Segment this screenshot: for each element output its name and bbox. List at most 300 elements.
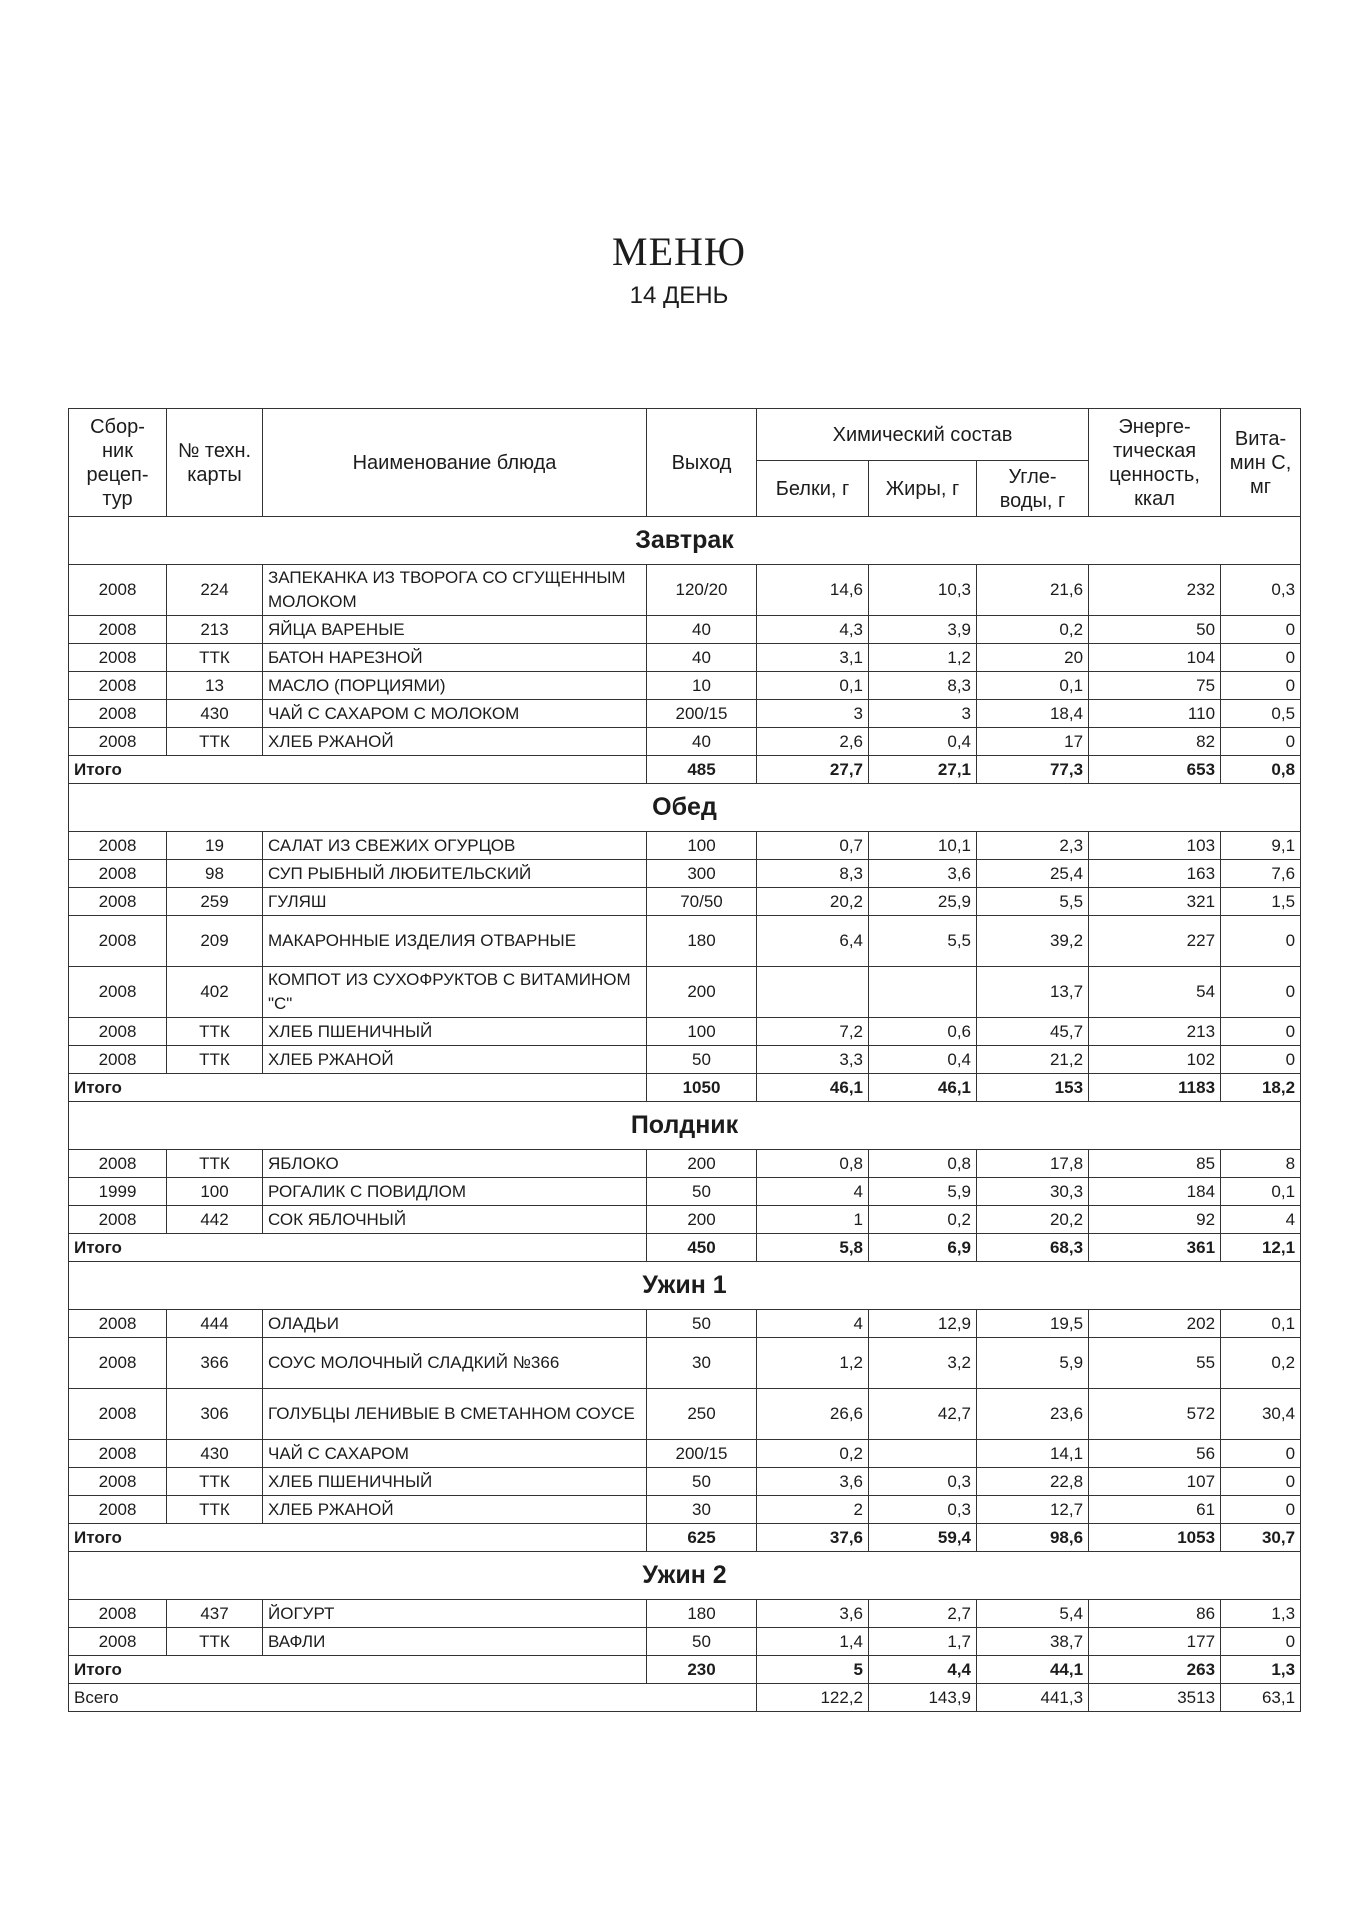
energy-cell: 103 (1089, 832, 1221, 860)
total-carbs: 44,1 (977, 1656, 1089, 1684)
yield-cell: 50 (647, 1310, 757, 1338)
collection-cell: 2008 (69, 672, 167, 700)
total-fat: 27,1 (869, 756, 977, 784)
protein-cell: 4 (757, 1178, 869, 1206)
yield-cell: 100 (647, 832, 757, 860)
protein-cell: 8,3 (757, 860, 869, 888)
grand-total-carbs: 441,3 (977, 1684, 1089, 1712)
total-energy: 653 (1089, 756, 1221, 784)
dish-name-cell: ЯЙЦА ВАРЕНЫЕ (263, 616, 647, 644)
carbs-cell: 20 (977, 644, 1089, 672)
vitc-cell: 30,4 (1221, 1389, 1301, 1440)
total-energy: 1053 (1089, 1524, 1221, 1552)
fat-cell: 3 (869, 700, 977, 728)
yield-cell: 250 (647, 1389, 757, 1440)
collection-cell: 2008 (69, 1600, 167, 1628)
vitc-cell: 0 (1221, 1046, 1301, 1074)
total-vitc: 0,8 (1221, 756, 1301, 784)
dish-name-cell: ВАФЛИ (263, 1628, 647, 1656)
fat-cell: 1,7 (869, 1628, 977, 1656)
grand-total-energy: 3513 (1089, 1684, 1221, 1712)
collection-cell: 2008 (69, 1018, 167, 1046)
carbs-cell: 0,2 (977, 616, 1089, 644)
col-energy-header: Энерге- тическая ценность, ккал (1089, 409, 1221, 517)
card-cell: ТТК (167, 644, 263, 672)
total-fat: 6,9 (869, 1234, 977, 1262)
carbs-cell: 5,9 (977, 1338, 1089, 1389)
carbs-cell: 20,2 (977, 1206, 1089, 1234)
card-cell: ТТК (167, 1018, 263, 1046)
menu-table (68, 408, 1301, 1712)
yield-cell: 10 (647, 672, 757, 700)
protein-cell: 7,2 (757, 1018, 869, 1046)
dish-name-cell: МАКАРОННЫЕ ИЗДЕЛИЯ ОТВАРНЫЕ (263, 916, 647, 967)
carbs-cell: 22,8 (977, 1468, 1089, 1496)
collection-cell: 2008 (69, 916, 167, 967)
collection-cell: 2008 (69, 832, 167, 860)
protein-cell: 14,6 (757, 565, 869, 616)
total-label: Итого (69, 1234, 647, 1262)
table-row (69, 728, 1301, 756)
yield-cell: 40 (647, 644, 757, 672)
dish-name-cell: РОГАЛИК С ПОВИДЛОМ (263, 1178, 647, 1206)
total-yield: 450 (647, 1234, 757, 1262)
col-vitc-header: Вита- мин С, мг (1221, 409, 1301, 517)
grand-total-row (69, 1684, 1301, 1712)
yield-cell: 50 (647, 1178, 757, 1206)
energy-cell: 54 (1089, 967, 1221, 1018)
dish-name-cell: ХЛЕБ ПШЕНИЧНЫЙ (263, 1018, 647, 1046)
dish-name-cell: СОУС МОЛОЧНЫЙ СЛАДКИЙ №366 (263, 1338, 647, 1389)
card-cell: 98 (167, 860, 263, 888)
fat-cell: 2,7 (869, 1600, 977, 1628)
grand-total-fat: 143,9 (869, 1684, 977, 1712)
card-cell: 224 (167, 565, 263, 616)
energy-cell: 227 (1089, 916, 1221, 967)
energy-cell: 86 (1089, 1600, 1221, 1628)
table-row (69, 616, 1301, 644)
menu-body (69, 517, 1301, 1712)
dish-name-cell: ГУЛЯШ (263, 888, 647, 916)
dish-name-cell: ХЛЕБ РЖАНОЙ (263, 1496, 647, 1524)
collection-cell: 2008 (69, 1150, 167, 1178)
energy-cell: 75 (1089, 672, 1221, 700)
collection-cell: 2008 (69, 967, 167, 1018)
energy-cell: 82 (1089, 728, 1221, 756)
vitc-cell: 0 (1221, 644, 1301, 672)
collection-cell: 2008 (69, 728, 167, 756)
yield-cell: 50 (647, 1468, 757, 1496)
dish-name-cell: ЯБЛОКО (263, 1150, 647, 1178)
card-cell: 366 (167, 1338, 263, 1389)
energy-cell: 177 (1089, 1628, 1221, 1656)
section-total-row (69, 1074, 1301, 1102)
yield-cell: 200 (647, 967, 757, 1018)
protein-cell: 26,6 (757, 1389, 869, 1440)
dish-name-cell: ХЛЕБ ПШЕНИЧНЫЙ (263, 1468, 647, 1496)
card-cell: 259 (167, 888, 263, 916)
section-title: Ужин 2 (69, 1552, 1301, 1600)
dish-name-cell: СОК ЯБЛОЧНЫЙ (263, 1206, 647, 1234)
fat-cell: 8,3 (869, 672, 977, 700)
col-carbs-header: Угле- воды, г (977, 461, 1089, 517)
vitc-cell: 9,1 (1221, 832, 1301, 860)
table-row (69, 1150, 1301, 1178)
carbs-cell: 30,3 (977, 1178, 1089, 1206)
total-label: Итого (69, 1524, 647, 1552)
protein-cell: 20,2 (757, 888, 869, 916)
energy-cell: 163 (1089, 860, 1221, 888)
dish-name-cell: БАТОН НАРЕЗНОЙ (263, 644, 647, 672)
card-cell: 213 (167, 616, 263, 644)
vitc-cell: 1,3 (1221, 1600, 1301, 1628)
card-cell: 444 (167, 1310, 263, 1338)
section-total-row (69, 1656, 1301, 1684)
energy-cell: 56 (1089, 1440, 1221, 1468)
table-row (69, 565, 1301, 616)
total-carbs: 98,6 (977, 1524, 1089, 1552)
yield-cell: 200 (647, 1150, 757, 1178)
dish-name-cell: САЛАТ ИЗ СВЕЖИХ ОГУРЦОВ (263, 832, 647, 860)
table-row (69, 860, 1301, 888)
table-row (69, 1046, 1301, 1074)
section-header-row (69, 1102, 1301, 1150)
protein-cell: 1 (757, 1206, 869, 1234)
fat-cell: 0,3 (869, 1468, 977, 1496)
fat-cell: 0,6 (869, 1018, 977, 1046)
section-title: Обед (69, 784, 1301, 832)
fat-cell (869, 967, 977, 1018)
section-total-row (69, 1524, 1301, 1552)
vitc-cell: 1,5 (1221, 888, 1301, 916)
yield-cell: 120/20 (647, 565, 757, 616)
fat-cell: 10,3 (869, 565, 977, 616)
carbs-cell: 25,4 (977, 860, 1089, 888)
protein-cell: 3,1 (757, 644, 869, 672)
carbs-cell: 17,8 (977, 1150, 1089, 1178)
collection-cell: 2008 (69, 1440, 167, 1468)
energy-cell: 55 (1089, 1338, 1221, 1389)
protein-cell: 1,4 (757, 1628, 869, 1656)
total-vitc: 1,3 (1221, 1656, 1301, 1684)
total-fat: 46,1 (869, 1074, 977, 1102)
carbs-cell: 23,6 (977, 1389, 1089, 1440)
protein-cell: 0,2 (757, 1440, 869, 1468)
protein-cell: 3,6 (757, 1468, 869, 1496)
table-row (69, 1600, 1301, 1628)
fat-cell: 0,4 (869, 1046, 977, 1074)
protein-cell: 0,1 (757, 672, 869, 700)
vitc-cell: 0 (1221, 1018, 1301, 1046)
energy-cell: 213 (1089, 1018, 1221, 1046)
protein-cell: 3 (757, 700, 869, 728)
vitc-cell: 4 (1221, 1206, 1301, 1234)
carbs-cell: 18,4 (977, 700, 1089, 728)
table-row (69, 1338, 1301, 1389)
card-cell: 13 (167, 672, 263, 700)
dish-name-cell: ЧАЙ С САХАРОМ С МОЛОКОМ (263, 700, 647, 728)
section-header-row (69, 784, 1301, 832)
energy-cell: 107 (1089, 1468, 1221, 1496)
vitc-cell: 0,2 (1221, 1338, 1301, 1389)
total-label: Итого (69, 756, 647, 784)
grand-total-vitc: 63,1 (1221, 1684, 1301, 1712)
carbs-cell: 14,1 (977, 1440, 1089, 1468)
vitc-cell: 7,6 (1221, 860, 1301, 888)
total-protein: 5,8 (757, 1234, 869, 1262)
dish-name-cell: ОЛАДЬИ (263, 1310, 647, 1338)
total-yield: 625 (647, 1524, 757, 1552)
energy-cell: 102 (1089, 1046, 1221, 1074)
yield-cell: 50 (647, 1046, 757, 1074)
yield-cell: 30 (647, 1496, 757, 1524)
carbs-cell: 39,2 (977, 916, 1089, 967)
protein-cell: 1,2 (757, 1338, 869, 1389)
collection-cell: 2008 (69, 860, 167, 888)
section-title: Завтрак (69, 517, 1301, 565)
collection-cell: 2008 (69, 1628, 167, 1656)
collection-cell: 2008 (69, 1046, 167, 1074)
yield-cell: 100 (647, 1018, 757, 1046)
yield-cell: 200/15 (647, 1440, 757, 1468)
yield-cell: 30 (647, 1338, 757, 1389)
col-fat-header: Жиры, г (869, 461, 977, 517)
energy-cell: 572 (1089, 1389, 1221, 1440)
fat-cell: 25,9 (869, 888, 977, 916)
card-cell: 430 (167, 700, 263, 728)
dish-name-cell: СУП РЫБНЫЙ ЛЮБИТЕЛЬСКИЙ (263, 860, 647, 888)
dish-name-cell: ХЛЕБ РЖАНОЙ (263, 1046, 647, 1074)
col-collection-header: Сбор- ник рецеп- тур (69, 409, 167, 517)
energy-cell: 104 (1089, 644, 1221, 672)
energy-cell: 232 (1089, 565, 1221, 616)
table-row (69, 832, 1301, 860)
carbs-cell: 45,7 (977, 1018, 1089, 1046)
fat-cell: 10,1 (869, 832, 977, 860)
vitc-cell: 0,5 (1221, 700, 1301, 728)
protein-cell: 4,3 (757, 616, 869, 644)
vitc-cell: 0 (1221, 1468, 1301, 1496)
collection-cell: 2008 (69, 1389, 167, 1440)
total-protein: 5 (757, 1656, 869, 1684)
vitc-cell: 0 (1221, 616, 1301, 644)
vitc-cell: 8 (1221, 1150, 1301, 1178)
protein-cell: 3,3 (757, 1046, 869, 1074)
total-label: Итого (69, 1074, 647, 1102)
total-protein: 46,1 (757, 1074, 869, 1102)
table-row (69, 916, 1301, 967)
energy-cell: 110 (1089, 700, 1221, 728)
total-fat: 59,4 (869, 1524, 977, 1552)
table-row (69, 1440, 1301, 1468)
yield-cell: 50 (647, 1628, 757, 1656)
table-row (69, 1018, 1301, 1046)
energy-cell: 202 (1089, 1310, 1221, 1338)
dish-name-cell: ЧАЙ С САХАРОМ (263, 1440, 647, 1468)
dish-name-cell: КОМПОТ ИЗ СУХОФРУКТОВ С ВИТАМИНОМ "С" (263, 967, 647, 1018)
table-row (69, 644, 1301, 672)
table-row (69, 1496, 1301, 1524)
dish-name-cell: ХЛЕБ РЖАНОЙ (263, 728, 647, 756)
col-card-header: № техн. карты (167, 409, 263, 517)
yield-cell: 180 (647, 916, 757, 967)
energy-cell: 50 (1089, 616, 1221, 644)
vitc-cell: 0 (1221, 916, 1301, 967)
vitc-cell: 0 (1221, 672, 1301, 700)
table-row (69, 1389, 1301, 1440)
card-cell: 209 (167, 916, 263, 967)
total-yield: 1050 (647, 1074, 757, 1102)
section-title: Ужин 1 (69, 1262, 1301, 1310)
fat-cell (869, 1440, 977, 1468)
vitc-cell: 0 (1221, 1496, 1301, 1524)
section-header-row (69, 1552, 1301, 1600)
card-cell: ТТК (167, 1150, 263, 1178)
yield-cell: 300 (647, 860, 757, 888)
table-row (69, 1310, 1301, 1338)
card-cell: 100 (167, 1178, 263, 1206)
carbs-cell: 5,4 (977, 1600, 1089, 1628)
fat-cell: 5,9 (869, 1178, 977, 1206)
fat-cell: 3,2 (869, 1338, 977, 1389)
carbs-cell: 13,7 (977, 967, 1089, 1018)
page-subtitle: 14 ДЕНЬ (629, 282, 729, 309)
energy-cell: 61 (1089, 1496, 1221, 1524)
card-cell: 402 (167, 967, 263, 1018)
yield-cell: 70/50 (647, 888, 757, 916)
dish-name-cell: ГОЛУБЦЫ ЛЕНИВЫЕ В СМЕТАННОМ СОУСЕ (263, 1389, 647, 1440)
col-name-header: Наименование блюда (263, 409, 647, 517)
fat-cell: 3,6 (869, 860, 977, 888)
total-protein: 27,7 (757, 756, 869, 784)
total-yield: 485 (647, 756, 757, 784)
fat-cell: 0,2 (869, 1206, 977, 1234)
carbs-cell: 38,7 (977, 1628, 1089, 1656)
card-cell: 437 (167, 1600, 263, 1628)
collection-cell: 2008 (69, 888, 167, 916)
table-row (69, 1628, 1301, 1656)
fat-cell: 12,9 (869, 1310, 977, 1338)
total-vitc: 30,7 (1221, 1524, 1301, 1552)
total-energy: 361 (1089, 1234, 1221, 1262)
section-header-row (69, 517, 1301, 565)
card-cell: 442 (167, 1206, 263, 1234)
protein-cell: 0,8 (757, 1150, 869, 1178)
collection-cell: 2008 (69, 1496, 167, 1524)
protein-cell (757, 967, 869, 1018)
total-carbs: 68,3 (977, 1234, 1089, 1262)
protein-cell: 4 (757, 1310, 869, 1338)
vitc-cell: 0 (1221, 967, 1301, 1018)
energy-cell: 184 (1089, 1178, 1221, 1206)
table-row (69, 888, 1301, 916)
vitc-cell: 0 (1221, 1628, 1301, 1656)
fat-cell: 0,4 (869, 728, 977, 756)
fat-cell: 3,9 (869, 616, 977, 644)
section-title: Полдник (69, 1102, 1301, 1150)
card-cell: ТТК (167, 1628, 263, 1656)
total-fat: 4,4 (869, 1656, 977, 1684)
section-total-row (69, 756, 1301, 784)
table-row (69, 672, 1301, 700)
collection-cell: 2008 (69, 1338, 167, 1389)
table-row (69, 967, 1301, 1018)
vitc-cell: 0,1 (1221, 1178, 1301, 1206)
vitc-cell: 0 (1221, 728, 1301, 756)
collection-cell: 2008 (69, 644, 167, 672)
section-total-row (69, 1234, 1301, 1262)
total-carbs: 77,3 (977, 756, 1089, 784)
fat-cell: 1,2 (869, 644, 977, 672)
table-row (69, 1206, 1301, 1234)
protein-cell: 0,7 (757, 832, 869, 860)
card-cell: 19 (167, 832, 263, 860)
collection-cell: 2008 (69, 616, 167, 644)
card-cell: ТТК (167, 728, 263, 756)
total-carbs: 153 (977, 1074, 1089, 1102)
energy-cell: 85 (1089, 1150, 1221, 1178)
dish-name-cell: МАСЛО (ПОРЦИЯМИ) (263, 672, 647, 700)
carbs-cell: 2,3 (977, 832, 1089, 860)
vitc-cell: 0,1 (1221, 1310, 1301, 1338)
energy-cell: 321 (1089, 888, 1221, 916)
fat-cell: 0,3 (869, 1496, 977, 1524)
card-cell: 306 (167, 1389, 263, 1440)
collection-cell: 2008 (69, 1310, 167, 1338)
col-yield-header: Выход (647, 409, 757, 517)
protein-cell: 3,6 (757, 1600, 869, 1628)
collection-cell: 2008 (69, 1468, 167, 1496)
yield-cell: 40 (647, 616, 757, 644)
card-cell: ТТК (167, 1496, 263, 1524)
protein-cell: 2 (757, 1496, 869, 1524)
collection-cell: 1999 (69, 1178, 167, 1206)
total-energy: 1183 (1089, 1074, 1221, 1102)
energy-cell: 92 (1089, 1206, 1221, 1234)
yield-cell: 40 (647, 728, 757, 756)
yield-cell: 180 (647, 1600, 757, 1628)
card-cell: ТТК (167, 1468, 263, 1496)
fat-cell: 0,8 (869, 1150, 977, 1178)
fat-cell: 42,7 (869, 1389, 977, 1440)
carbs-cell: 21,2 (977, 1046, 1089, 1074)
collection-cell: 2008 (69, 1206, 167, 1234)
vitc-cell: 0 (1221, 1440, 1301, 1468)
table-row (69, 1468, 1301, 1496)
carbs-cell: 17 (977, 728, 1089, 756)
table-row (69, 1178, 1301, 1206)
total-protein: 37,6 (757, 1524, 869, 1552)
grand-total-protein: 122,2 (757, 1684, 869, 1712)
dish-name-cell: ЗАПЕКАНКА ИЗ ТВОРОГА СО СГУЩЕННЫМ МОЛОКОМ (263, 565, 647, 616)
col-chem-header: Химический состав (757, 409, 1089, 461)
carbs-cell: 19,5 (977, 1310, 1089, 1338)
total-vitc: 12,1 (1221, 1234, 1301, 1262)
total-label: Итого (69, 1656, 647, 1684)
collection-cell: 2008 (69, 700, 167, 728)
protein-cell: 6,4 (757, 916, 869, 967)
total-vitc: 18,2 (1221, 1074, 1301, 1102)
carbs-cell: 12,7 (977, 1496, 1089, 1524)
carbs-cell: 5,5 (977, 888, 1089, 916)
col-protein-header: Белки, г (757, 461, 869, 517)
table-row (69, 700, 1301, 728)
card-cell: 430 (167, 1440, 263, 1468)
total-yield: 230 (647, 1656, 757, 1684)
section-header-row (69, 1262, 1301, 1310)
dish-name-cell: ЙОГУРТ (263, 1600, 647, 1628)
carbs-cell: 21,6 (977, 565, 1089, 616)
